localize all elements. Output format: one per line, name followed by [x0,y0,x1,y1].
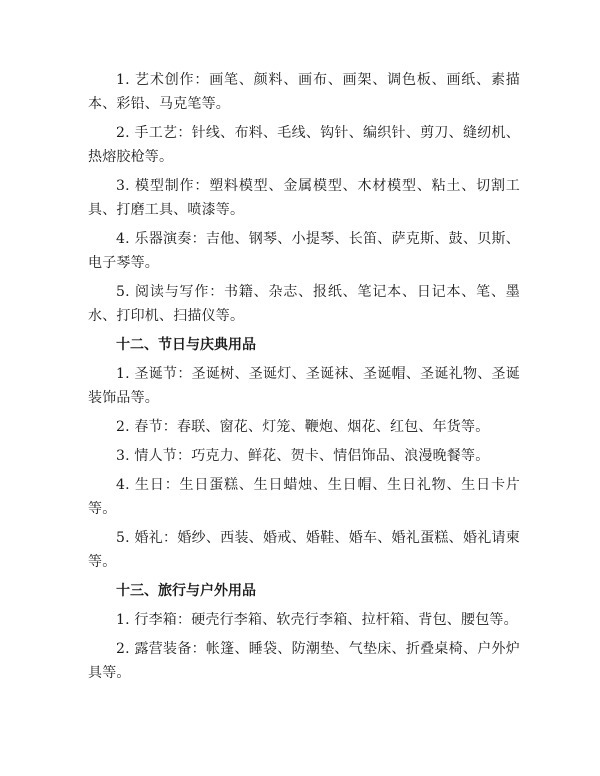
list-item-camping: 2. 露营装备：帐篷、睡袋、防潮垫、气垫床、折叠桌椅、户外炉具等。 [88,641,520,681]
section-heading-festivals: 十二、节日与庆典用品 [116,337,256,353]
list-item-wedding: 5. 婚礼：婚纱、西装、婚戒、婚鞋、婚车、婚礼蛋糕、婚礼请柬等。 [88,530,520,570]
list-item-reading-writing: 5. 阅读与写作：书籍、杂志、报纸、笔记本、日记本、笔、墨水、打印机、扫描仪等。 [88,284,520,324]
list-item-valentines: 3. 情人节：巧克力、鲜花、贺卡、情侣饰品、浪漫晚餐等。 [116,448,490,464]
section-heading-travel: 十三、旅行与户外用品 [116,583,256,599]
list-item-handicraft: 2. 手工艺：针线、布料、毛线、钩针、编织针、剪刀、缝纫机、热熔胶枪等。 [88,125,520,165]
list-item-model-making: 3. 模型制作：塑料模型、金属模型、木材模型、粘土、切割工具、打磨工具、喷漆等。 [88,178,520,218]
list-item-instruments: 4. 乐器演奏：吉他、钢琴、小提琴、长笛、萨克斯、鼓、贝斯、电子琴等。 [88,231,520,271]
list-item-birthday: 4. 生日：生日蛋糕、生日蜡烛、生日帽、生日礼物、生日卡片等。 [88,477,520,517]
document-page [88,68,520,690]
list-item-luggage: 1. 行李箱：硬壳行李箱、软壳行李箱、拉杆箱、背包、腰包等。 [116,612,518,628]
list-item-spring-festival: 2. 春节：春联、窗花、灯笼、鞭炮、烟花、红包、年货等。 [116,419,490,435]
list-item-art: 1. 艺术创作：画笔、颜料、画布、画架、调色板、画纸、素描本、彩铅、马克笔等。 [88,72,520,112]
list-item-christmas: 1. 圣诞节：圣诞树、圣诞灯、圣诞袜、圣诞帽、圣诞礼物、圣诞装饰品等。 [88,366,520,406]
